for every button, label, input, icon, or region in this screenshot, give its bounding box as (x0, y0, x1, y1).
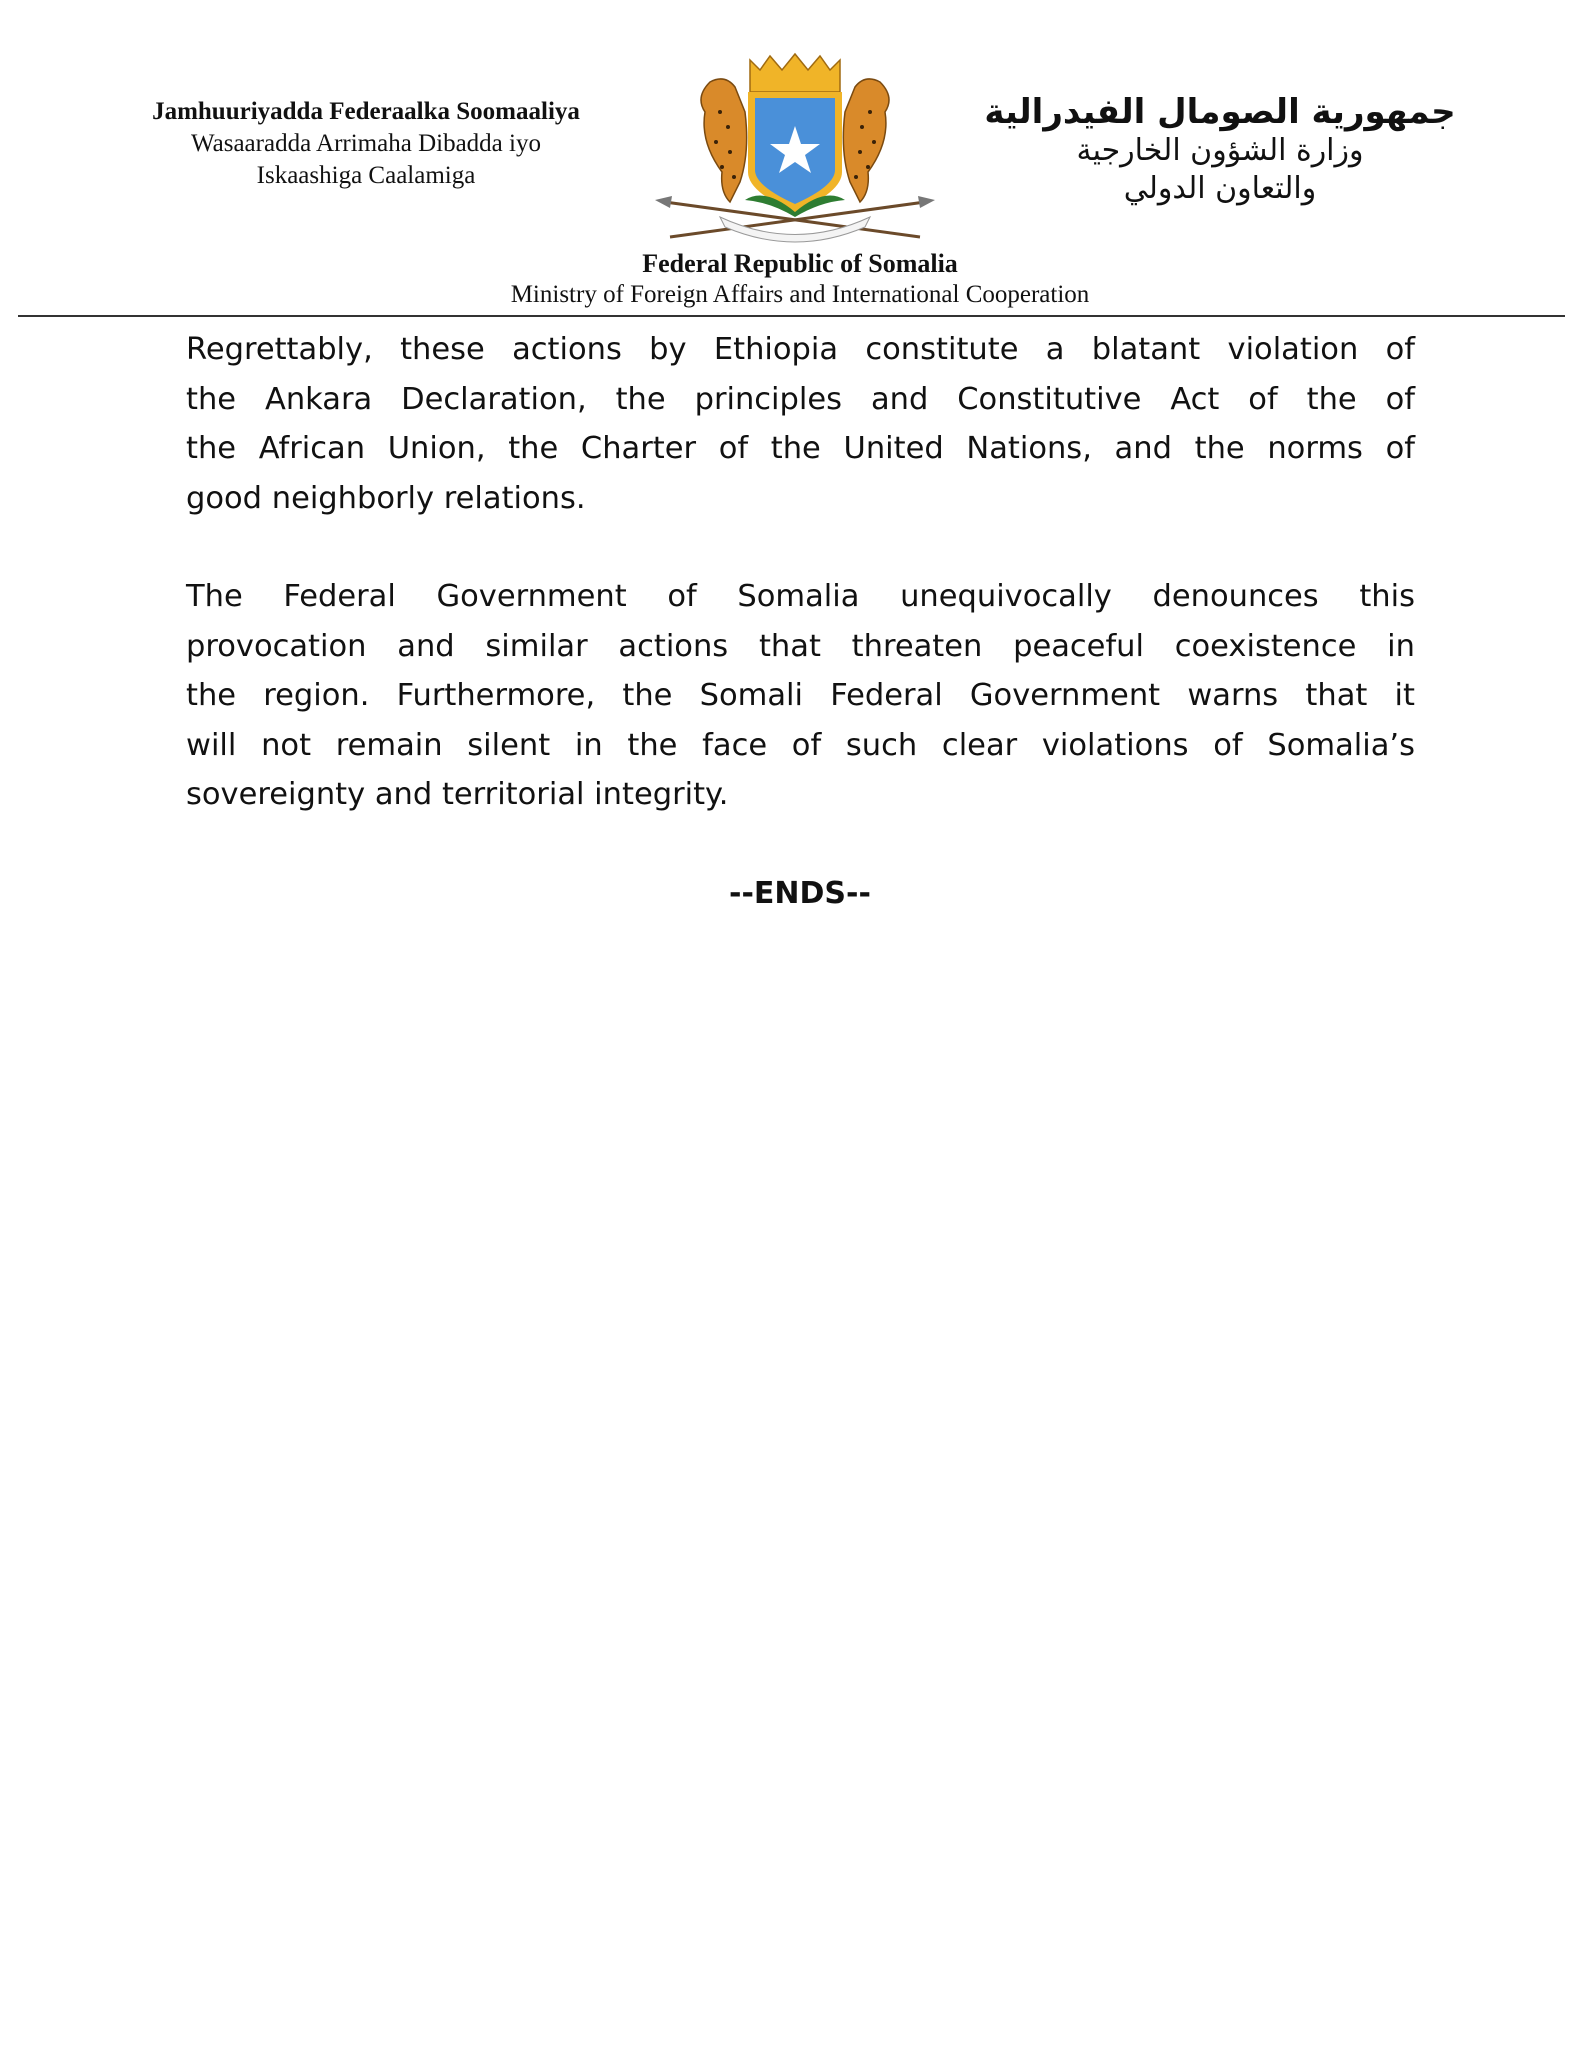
text-line: will not remain silent in the face of such clear violations of Somalia’s (186, 727, 1415, 763)
text-line: sovereignty and territorial integrity. (186, 777, 729, 812)
text-line: The Federal Government of Somalia unequivocally denounces this (186, 579, 1415, 614)
arabic-line-1: جمهورية الصومال الفيدرالية (984, 92, 1456, 132)
letterhead-somali (66, 96, 666, 192)
arabic-line-3: والتعاون الدولي (1123, 171, 1317, 206)
paragraph-1 (186, 325, 1415, 523)
text-line: the African Union, the Charter of the United Nations, and the norms of (186, 431, 1415, 466)
english-line-1: Federal Republic of Somalia (642, 249, 958, 278)
header-divider (18, 315, 1565, 317)
text-line: the Ankara Declaration, the principles and Constitutive Act of the of (186, 381, 1415, 417)
text-line: good neighborly relations. (186, 480, 586, 516)
letterhead-arabic (930, 92, 1510, 208)
coat-of-arms-icon (650, 52, 940, 248)
text-line: Regrettably, these actions by Ethiopia constitute a blatant violation of (186, 332, 1415, 367)
somali-line-2: Wasaaradda Arrimaha Dibadda iyo (191, 130, 541, 157)
somali-line-1: Jamhuuriyadda Federaalka Soomaaliya (152, 98, 580, 125)
document-body (186, 325, 1415, 869)
letterhead-english (300, 248, 1300, 310)
paragraph-2 (186, 572, 1415, 820)
text-line: provocation and similar actions that threaten peaceful coexistence in (186, 628, 1415, 664)
arabic-line-2: وزارة الشؤون الخارجية (1076, 133, 1364, 168)
ends-marker: --ENDS-- (729, 876, 871, 911)
somali-line-3: Iskaashiga Caalamiga (256, 162, 476, 189)
text-line: the region. Furthermore, the Somali Federal Government warns that it (186, 678, 1415, 713)
english-line-2: Ministry of Foreign Affairs and International Cooperation (510, 281, 1090, 308)
